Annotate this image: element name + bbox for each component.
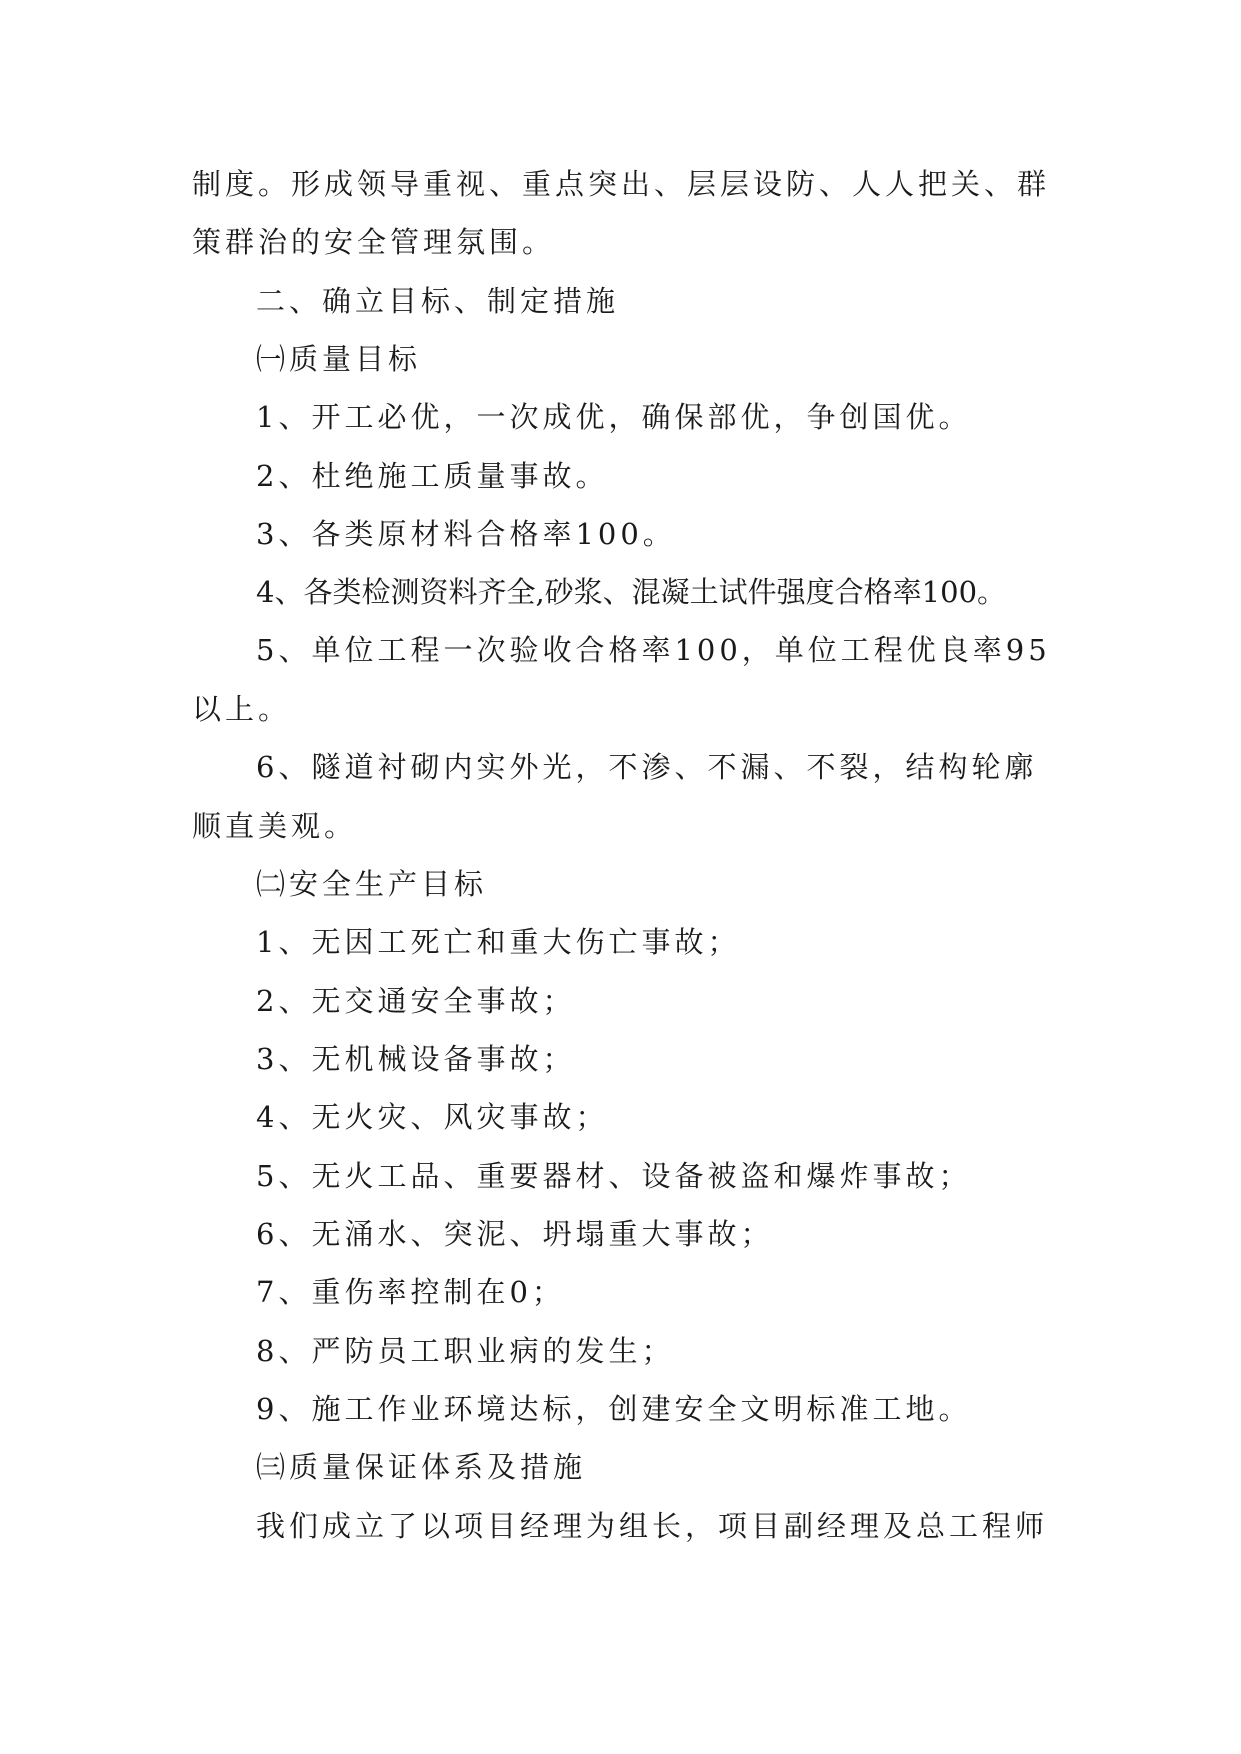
paragraph-line: 我们成立了以项目经理为组长，项目副经理及总工程师 bbox=[256, 1509, 1049, 1543]
list-item: 2、杜绝施工质量事故。 bbox=[256, 459, 609, 493]
list-item: 1、开工必优，一次成优，确保部优，争创国优。 bbox=[256, 400, 972, 434]
list-item: 8、严防员工职业病的发生； bbox=[256, 1334, 675, 1368]
list-item: 2、无交通安全事故； bbox=[256, 984, 576, 1018]
paragraph-line: 策群治的安全管理氛围。 bbox=[192, 225, 556, 259]
list-item: 6、无涌水、突泥、坍塌重大事故； bbox=[256, 1217, 774, 1251]
list-item: 3、各类原材料合格率100。 bbox=[256, 517, 676, 551]
list-item: 4、各类检测资料齐全,砂浆、混凝土试件强度合格率100。 bbox=[256, 575, 1007, 609]
section-heading: 二、确立目标、制定措施 bbox=[256, 284, 620, 318]
paragraph-line: 制度。形成领导重视、重点突出、层层设防、人人把关、群 bbox=[192, 167, 1051, 201]
list-item: 6、隧道衬砌内实外光，不渗、不漏、不裂，结构轮廓 bbox=[256, 750, 1038, 784]
subsection-heading: ㈢质量保证体系及措施 bbox=[256, 1450, 587, 1484]
list-item: 5、无火工品、重要器材、设备被盗和爆炸事故； bbox=[256, 1159, 972, 1193]
subsection-heading: ㈠质量目标 bbox=[256, 342, 422, 376]
list-item: 3、无机械设备事故； bbox=[256, 1042, 576, 1076]
paragraph-line: 以上。 bbox=[192, 692, 292, 726]
paragraph-line: 顺直美观。 bbox=[192, 809, 358, 843]
subsection-heading: ㈡安全生产目标 bbox=[256, 867, 488, 901]
list-item: 7、重伤率控制在0； bbox=[256, 1275, 565, 1309]
list-item: 4、无火灾、风灾事故； bbox=[256, 1100, 609, 1134]
list-item: 1、无因工死亡和重大伤亡事故； bbox=[256, 925, 741, 959]
list-item: 5、单位工程一次验收合格率100，单位工程优良率95 bbox=[256, 633, 1051, 667]
list-item: 9、施工作业环境达标，创建安全文明标准工地。 bbox=[256, 1392, 972, 1426]
